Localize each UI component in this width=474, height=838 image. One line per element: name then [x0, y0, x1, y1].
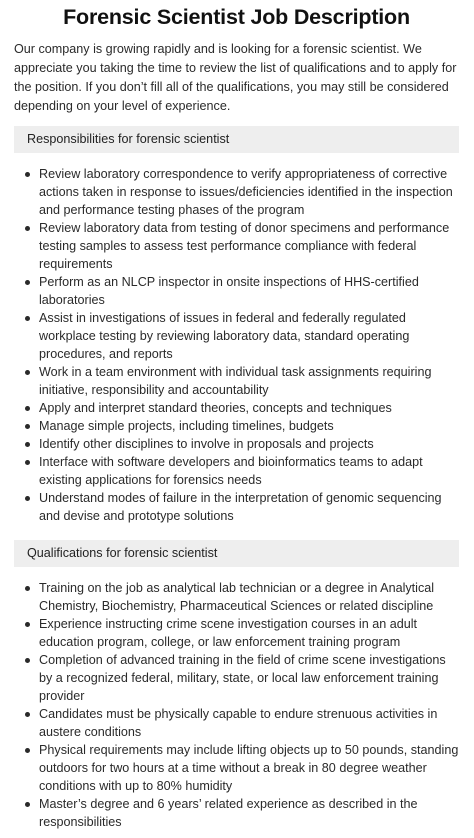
list-item: Training on the job as analytical lab technician or a degree in Analytical Chemistry, Biochemistry, Pharmaceutical Sciences or related discipline [39, 579, 459, 615]
list-item: Experience instructing crime scene investigation courses in an adult education program, college, or law enforcement training program [39, 615, 459, 651]
list-item: Review laboratory correspondence to verify appropriateness of corrective actions taken in response to issues/deficiencies identified in the inspection and performance testing phases of the program [39, 165, 459, 219]
list-item: Manage simple projects, including timelines, budgets [39, 417, 459, 435]
list-item: Review laboratory data from testing of donor specimens and performance testing samples to assess test performance compliance with federal requirements [39, 219, 459, 273]
list-item: Candidates must be physically capable to endure strenuous activities in austere conditions [39, 705, 459, 741]
intro-paragraph: Our company is growing rapidly and is looking for a forensic scientist. We appreciate you taking the time to review the list of qualifications and to apply for the position. If you don’t fill all of the qualifications, you may still be considered depending on your level of experience. [14, 42, 457, 113]
list-item: Apply and interpret standard theories, concepts and techniques [39, 399, 459, 417]
qualifications-list [14, 579, 459, 831]
list-item: Understand modes of failure in the interpretation of genomic sequencing and devise and prototype solutions [39, 489, 459, 525]
list-item: Perform as an NLCP inspector in onsite inspections of HHS-certified laboratories [39, 273, 459, 309]
list-item: Interface with software developers and bioinformatics teams to adapt existing applications for forensics needs [39, 453, 459, 489]
list-item: Master’s degree and 6 years’ related experience as described in the responsibilities [39, 795, 459, 831]
responsibilities-list [14, 165, 459, 525]
list-item: Identify other disciplines to involve in proposals and projects [39, 435, 459, 453]
list-item: Completion of advanced training in the field of crime scene investigations by a recognized federal, military, state, or local law enforcement training provider [39, 651, 459, 705]
page-title: Forensic Scientist Job Description [63, 5, 410, 29]
qualifications-heading: Qualifications for forensic scientist [14, 540, 459, 567]
responsibilities-heading: Responsibilities for forensic scientist [14, 126, 459, 153]
list-item: Physical requirements may include lifting objects up to 50 pounds, standing outdoors for two hours at a time without a break in 80 degree weather conditions with up to 80% humidity [39, 743, 459, 793]
list-item: Work in a team environment with individual task assignments requiring initiative, responsibility and accountability [39, 363, 459, 399]
list-item: Assist in investigations of issues in federal and federally regulated workplace testing by reviewing laboratory data, standard operating procedures, and reports [39, 309, 459, 363]
